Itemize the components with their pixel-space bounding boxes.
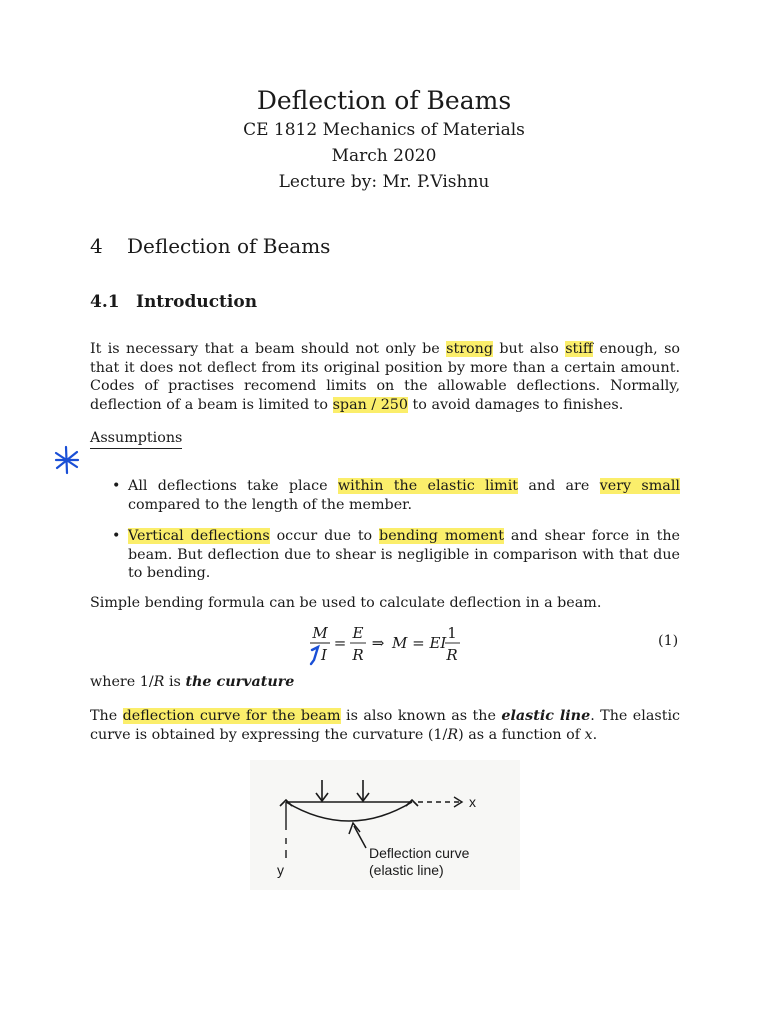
- course-line: CE 1812 Mechanics of Materials: [243, 120, 525, 140]
- highlight-span-limit: span / 250: [332, 396, 408, 413]
- formula-intro: Simple bending formula can be used to calculate deflection in a beam.: [90, 595, 602, 611]
- curve-label-line-2: (elastic line): [369, 862, 444, 878]
- pen-mark-icon: [311, 647, 318, 664]
- elastic-text-3: . The elastic curve is obtained by expressing the curvature (1/: [90, 708, 681, 743]
- eq-lhs-numerator: M: [312, 624, 328, 642]
- deflection-figure: [250, 760, 520, 890]
- subsection-title: Introduction: [136, 292, 258, 312]
- eq-rhs-denominator: R: [352, 646, 364, 664]
- curvature-r: R: [153, 674, 165, 690]
- eq-implies: ⇒: [371, 634, 385, 652]
- bullet-1-text-2: and are: [518, 478, 600, 494]
- elastic-text-4: ) as a function of: [458, 726, 585, 743]
- intro-text-2: but also: [493, 341, 566, 357]
- bending-equation: [300, 620, 470, 666]
- document-title: Deflection of Beams: [256, 86, 512, 115]
- y-axis-label: y: [277, 862, 284, 878]
- elastic-text-2: is also known as the: [340, 708, 502, 724]
- subsection-number: 4.1: [90, 292, 120, 312]
- highlight-vertical-deflections: Vertical deflections: [128, 528, 270, 544]
- curvature-line: [90, 673, 680, 692]
- bullet-dot-icon: •: [112, 478, 121, 494]
- elastic-text-1: The: [90, 708, 123, 724]
- eq-frac-numerator: 1: [447, 624, 457, 642]
- bullet-2-text-1: occur due to: [269, 528, 380, 544]
- intro-text-3: enough, so that it does not deflect from its original position by more than a certain amount. Codes of practises recomend limits on the allowable deflections. Normally, deflection of a beam is limited to: [90, 341, 681, 413]
- subsection-heading: [90, 292, 257, 312]
- elastic-x: x: [584, 726, 593, 743]
- lecturer-line: Lecture by: Mr. P.Vishnu: [278, 172, 490, 192]
- elastic-r: R: [447, 726, 459, 743]
- section-heading: [90, 234, 330, 258]
- highlight-deflection-curve: deflection curve for the beam: [122, 708, 341, 724]
- eq-frac-denominator: R: [446, 646, 458, 664]
- eq-lhs-denominator: I: [321, 646, 327, 664]
- date-line: March 2020: [331, 146, 437, 166]
- curvature-text-1: where 1/: [90, 674, 154, 690]
- assumptions-heading: Assumptions: [90, 430, 182, 449]
- section-title: Deflection of Beams: [127, 234, 331, 258]
- highlight-very-small: very small: [599, 478, 680, 494]
- curve-label-line-1: Deflection curve: [369, 845, 470, 861]
- x-axis-label: x: [469, 794, 476, 810]
- highlight-strong: strong: [446, 341, 494, 357]
- eq-equals: =: [333, 634, 347, 652]
- intro-paragraph: [90, 340, 680, 414]
- intro-text-4: to avoid damages to finishes.: [408, 396, 624, 413]
- asterisk-annotation-icon: [52, 444, 82, 476]
- bullet-2-text-2: and shear force in the beam. But deflection due to shear is negligible in comparison with that due to bending.: [128, 528, 680, 581]
- curvature-text-2: is: [164, 674, 186, 690]
- elastic-paragraph: [90, 707, 680, 744]
- bullet-dot-icon: •: [112, 528, 121, 544]
- eq-moment-expr: M = EI: [392, 634, 447, 652]
- highlight-stiff: stiff: [565, 341, 593, 357]
- intro-text-1: It is necessary that a beam should not only be: [90, 341, 447, 357]
- elastic-line-term: elastic line: [501, 708, 591, 724]
- curvature-term: the curvature: [185, 674, 295, 690]
- eq-rhs-numerator: E: [352, 624, 364, 642]
- bullet-1-text-1: All deflections take place: [128, 478, 338, 494]
- elastic-text-5: .: [592, 726, 598, 743]
- highlight-bending-moment: bending moment: [379, 528, 504, 544]
- list-item: [112, 477, 680, 514]
- section-number: 4: [90, 234, 103, 258]
- highlight-elastic-limit: within the elastic limit: [337, 478, 519, 494]
- bullet-1-text-3: compared to the length of the member.: [128, 496, 412, 513]
- list-item: [112, 527, 680, 583]
- equation-number: (1): [658, 633, 679, 649]
